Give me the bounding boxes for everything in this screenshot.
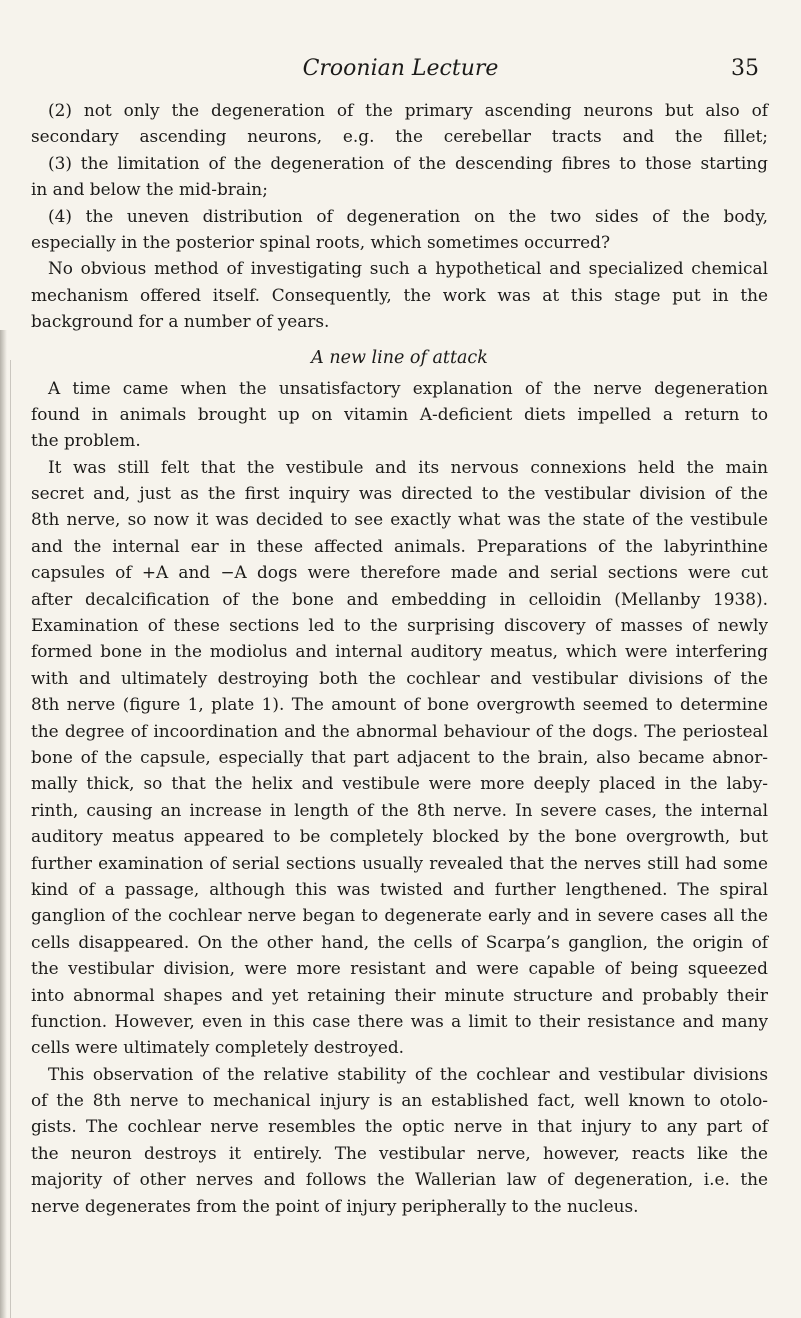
text-line: kind of a passage, although this was twisted and further lengthened. The spiral [31,878,768,899]
section-heading: A new line of attack [311,347,488,368]
text-line: (3) the limitation of the degeneration of the descending fibres to those starting [48,152,768,173]
text-line: especially in the posterior spinal roots, which sometimes occurred? [31,231,611,252]
page-gutter-line [10,360,11,1318]
text-line: the problem. [31,430,141,451]
text-line: rinth, causing an increase in length of the 8th nerve. In severe cases, the internal [31,799,768,820]
text-line: in and below the mid-brain; [31,179,268,200]
text-line: bone of the capsule, especially that part adjacent to the brain, also became abnor- [31,746,768,767]
text-line: and the internal ear in these affected animals. Preparations of the labyrinthine [31,535,768,556]
text-line: A time came when the unsatisfactory explanation of the nerve degeneration [48,377,768,398]
text-line: 8th nerve (figure 1, plate 1). The amount of bone overgrowth seemed to determine [31,694,768,715]
text-line: No obvious method of investigating such a hypothetical and specialized chemical [48,258,768,279]
text-line: the neuron destroys it entirely. The vestibular nerve, however, reacts like the [31,1142,768,1163]
text-line: the vestibular division, were more resistant and were capable of being squeezed [31,958,768,979]
text-line: ganglion of the cochlear nerve began to degenerate early and in severe cases all the [31,905,768,926]
page-gutter-shadow [0,330,7,1318]
text-line: mally thick, so that the helix and vestibule were more deeply placed in the laby- [31,773,768,794]
text-line: 8th nerve, so now it was decided to see exactly what was the state of the vestibule [31,509,768,530]
text-line: capsules of +A and −A dogs were therefore made and serial sections were cut [31,562,768,583]
running-title: Croonian Lecture [302,56,499,81]
text-line: background for a number of years. [31,311,330,332]
text-line: cells were ultimately completely destroyed. [31,1037,405,1058]
page-header [0,54,801,84]
page-number: 35 [731,56,759,81]
text-line: the degree of incoordination and the abnormal behaviour of the dogs. The periosteal [31,720,768,741]
text-line: Examination of these sections led to the surprising discovery of masses of newly [31,615,768,636]
text-line: after decalcification of the bone and embedding in celloidin (Mellanby 1938). [31,588,768,609]
text-line: (4) the uneven distribution of degeneration on the two sides of the body, [48,205,768,226]
text-line: gists. The cochlear nerve resembles the optic nerve in that injury to any part of [31,1116,768,1137]
text-line: formed bone in the modiolus and internal auditory meatus, which were interfering [31,641,768,662]
text-line: auditory meatus appeared to be completely blocked by the bone overgrowth, but [31,826,768,847]
text-line: of the 8th nerve to mechanical injury is an established fact, well known to otolo- [31,1090,768,1111]
text-line: secret and, just as the first inquiry was directed to the vestibular division of the [31,483,768,504]
text-line: found in animals brought up on vitamin A-deficient diets impelled a return to [31,403,768,424]
text-line: cells disappeared. On the other hand, the cells of Scarpa’s ganglion, the origin of [31,931,768,952]
text-line: It was still felt that the vestibule and its nervous connexions held the main [48,456,768,477]
text-line: (2) not only the degeneration of the primary ascending neurons but also of [48,100,768,120]
text-line: with and ultimately destroying both the cochlear and vestibular divisions of the [31,667,768,688]
text-line: nerve degenerates from the point of injury peripherally to the nucleus. [31,1195,639,1216]
text-line: secondary ascending neurons, e.g. the cerebellar tracts and the fillet; [31,126,768,147]
body-text [31,97,768,1219]
text-line: majority of other nerves and follows the Wallerian law of degeneration, i.e. the [31,1169,768,1190]
text-line: further examination of serial sections usually revealed that the nerves still had some [31,852,768,873]
text-line: This observation of the relative stability of the cochlear and vestibular divisions [48,1063,768,1084]
text-line: into abnormal shapes and yet retaining their minute structure and probably their [31,984,768,1005]
text-line: mechanism offered itself. Consequently, the work was at this stage put in the [31,284,768,305]
text-line: function. However, even in this case there was a limit to their resistance and many [31,1010,768,1031]
